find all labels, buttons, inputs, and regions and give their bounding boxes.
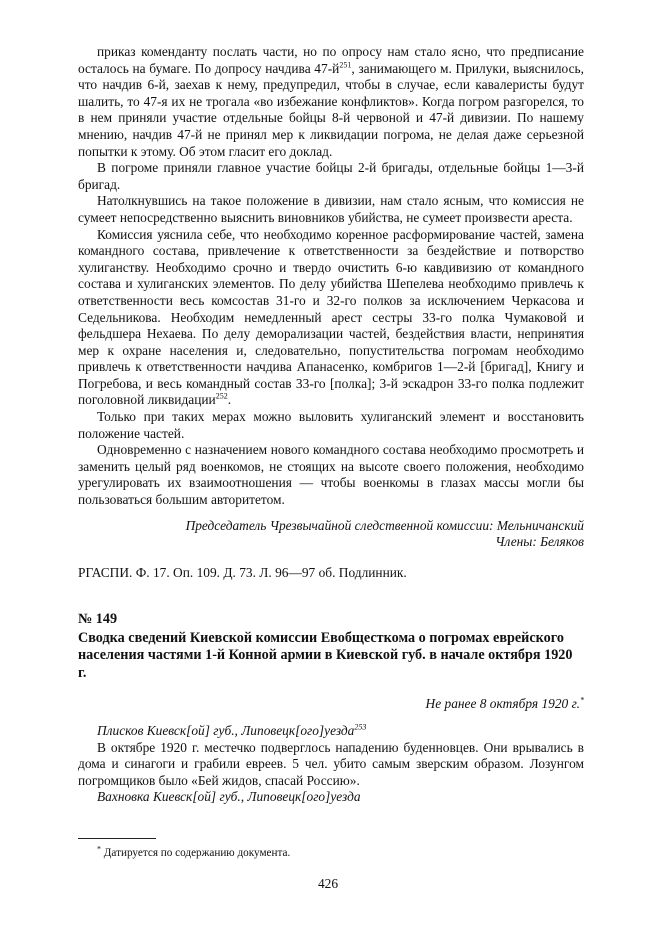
place-footnote-ref: 253 (354, 722, 367, 732)
footnote-ref: 251 (339, 60, 352, 70)
page-number: 426 (317, 876, 339, 891)
signature-members: Члены: Беляков (495, 534, 584, 550)
page-body (78, 44, 584, 806)
footnote: * Датируется по содержанию документа. (97, 844, 291, 859)
footnote-mark: * (97, 844, 101, 854)
place-heading-pliskov: Плисков Киевск[ой] губ., Липовецк[ого]уезда$^{253}$ (97, 722, 367, 738)
archive-reference: РГАСПИ. Ф. 17. Оп. 109. Д. 73. Л. 96—97 об. Подлинник. (78, 564, 407, 580)
body-paragraph: Одновременно с назначением нового командного состава необходимо просмотреть и заменить целый ряд военкомов, не стоящих на высоте своего положения, необходимо урегулировать их взаимоотношения — чтобы военкомы в глазах массы могли бы пользоваться большим авторитетом. (78, 442, 584, 508)
body-paragraph: Натолкнувшись на такое положение в дивизии, нам стало ясным, что комиссия не сумеет непосредственно выяснить виновников убийства, не сумеет произвести ареста. (78, 193, 584, 225)
date-footnote-mark: * (580, 695, 584, 705)
body-paragraph: приказ коменданту послать части, но по опросу нам стало ясно, что предписание осталось на бумаге. По допросу начдива $47-й^{251}$, занимающего м. Прилуки, выяснилось, что начдив 6-й, заехав к нему, предупредил, чтобы в случае, если кавалеристы будут шалить, то 47-я их не трогала «во избежание конфликтов». Когда погром разгорелся, то в нем приняли участие отдельные бойцы 8-й червоной и 47-й дивизии. По нашему мнению, начдив 47-й не принял мер к ликвидации погрома, не делая даже серьезной попытки к этому. Об этом гласит его доклад. (78, 44, 584, 159)
footnote-divider (78, 838, 156, 839)
document-title: Сводка сведений Киевской комиссии Евобщесткома о погромах еврейского населения частями 1-й Конной армии в Киевской губ. в начале октября 1920 г. (78, 629, 573, 681)
body-paragraph: В погроме приняли главное участие бойцы 2-й бригады, отдельные бойцы 1—3-й бригад. (78, 160, 584, 192)
body-paragraph: Только при таких мерах можно выловить хулиганский элемент и восстановить положение частей. (78, 409, 584, 441)
document-date: Не ранее 8 октября 1920 г.* (425, 695, 584, 712)
signature-chair: Председатель Чрезвычайной следственной комиссии: Мельничанский (185, 517, 584, 533)
paragraph-pliskov: В октябре 1920 г. местечко подверглось нападению буденновцев. Они врывались в дома и синагоги и грабили евреев. 5 чел. убито самым зверским образом. Лозунгом погромщиков было «Бей жидов, спасай Россию». (78, 739, 584, 788)
document-number: № 149 (78, 611, 118, 628)
paragraph-list (78, 44, 584, 509)
footnote-ref: 252 (215, 392, 228, 401)
place-heading-vakhnovka: Вахновка Киевск[ой] губ., Липовецк[ого]уезда (97, 789, 361, 805)
body-paragraph: Комиссия уяснила себе, что необходимо коренное расформирование частей, замена командного состава, привлечение к ответственности за бездействие и потворство хулиганству. Необходимо срочно и твердо очистить 6-ю кавдивизию от командного состава и хулиганских элементов. По делу убийства Шепелева необходимо привлечь к ответственности весь комсостав 31-го и 32-го полков за исключением Черкасова и Седельникова. Необходим немедленный арест сестры 33-го полка Чумаковой и фельдшера Нехаева. По делу деморализации частей, бездействия власти, непринятия мер к охране населения и, следовательно, попустительства погромам необходимо привлечь к ответственности начдива Апанасенко, комбригов 1—2-й [бригад], Книгу и Погребова, и весь командный состав 33-го [полка]; 3-й эскадрон 33-го полка подлежит поголовной ликвидации$^{252}$. (78, 226, 584, 408)
